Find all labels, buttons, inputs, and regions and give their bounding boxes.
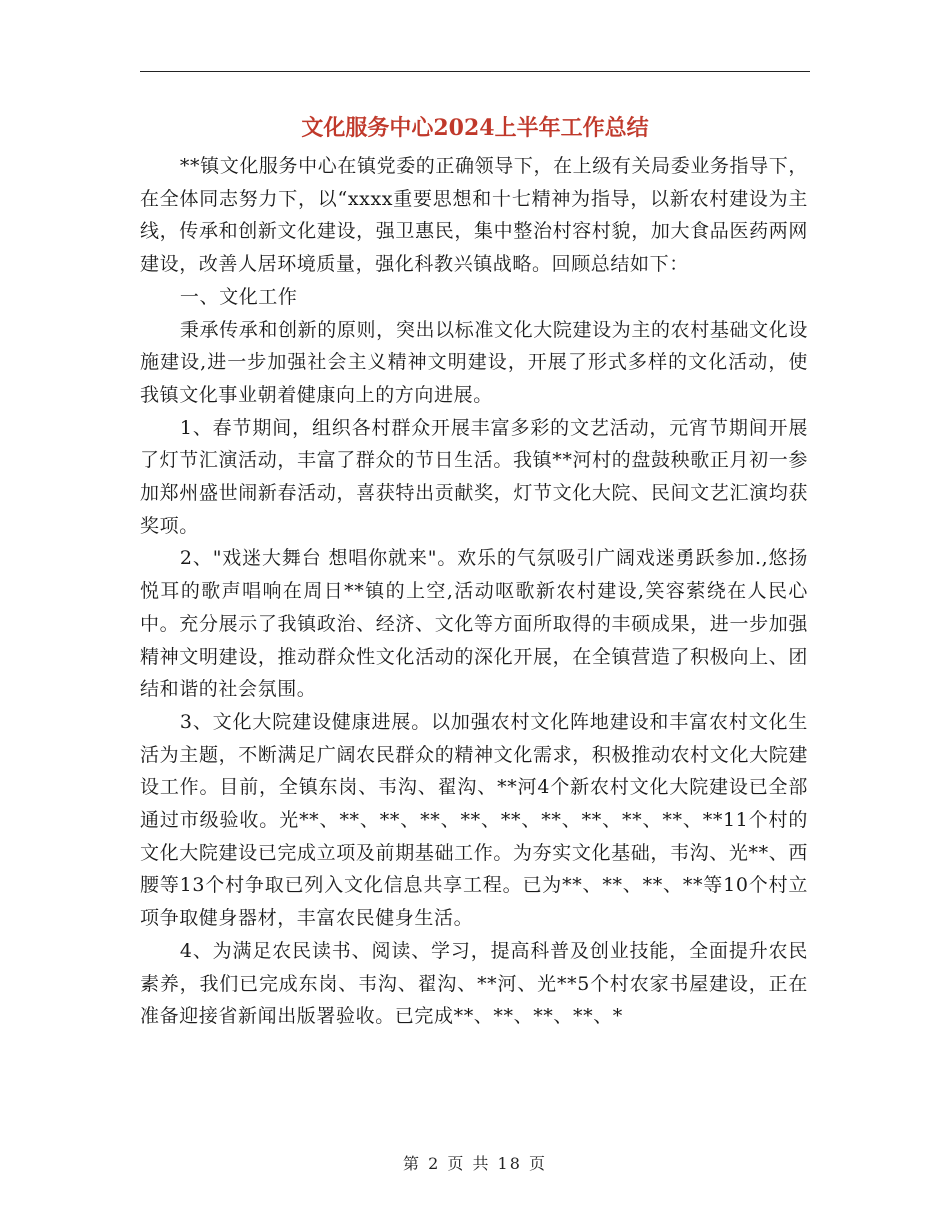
paragraph-item-3: 3、文化大院建设健康进展。以加强农村文化阵地建设和丰富农村文化生活为主题，不断满足广阔农民群众的精神文化需求，积极推动农村文化大院建设工作。目前，全镇东岗、韦沟、翟沟、**河4个新农村文化大院建设已全部通过市级验收。光**、**、**、**、**、**、**、**、**、**、**11个村的文化大院建设已完成立项及前期基础工作。为夯实文化基础，韦沟、光**、西腰等13个村争取已列入文化信息共享工程。已为**、**、**、**等10个村立项争取健身器材，丰富农民健身生活。 — [140, 710, 808, 930]
paragraph-item-2: 2、"戏迷大舞台 想唱你就来"。欢乐的气氛吸引广阔戏迷勇跃参加.,悠扬悦耳的歌声唱响在周日**镇的上空,活动呕歌新农村建设,笑容萦绕在人民心中。充分展示了我镇政治、经济、文化等方面所取得的丰硕成果，进一步加强精神文明建设，推动群众性文化活动的深化开展，在全镇营造了积极向上、团结和谐的社会氛围。 — [140, 547, 808, 701]
paragraph-item-4: 4、为满足农民读书、阅读、学习，提高科普及创业技能，全面提升农民素养，我们已完成东岗、韦沟、翟沟、**河、光**5个村农家书屋建设，正在准备迎接省新闻出版署验收。已完成**、**、**、**、* — [140, 939, 808, 1028]
document-body — [140, 150, 808, 1033]
paragraph-intro: **镇文化服务中心在镇党委的正确领导下，在上级有关局委业务指导下，在全体同志努力下，以“xxxx重要思想和十七精神为指导，以新农村建设为主线，传承和创新文化建设，强卫惠民，集中整治村容村貌，加大食品医药两网建设，改善人居环境质量，强化科教兴镇战略。回顾总结如下： — [140, 155, 808, 276]
paragraph-item-1: 1、春节期间，组织各村群众开展丰富多彩的文艺活动，元宵节期间开展了灯节汇演活动，丰富了群众的节日生活。我镇**河村的盘鼓秧歌正月初一参加郑州盛世闹新春活动，喜获特出贡献奖，灯节文化大院、民间文艺汇演均获奖项。 — [140, 416, 808, 537]
header-rule — [140, 71, 810, 72]
paragraph-culture-overview: 秉承传承和创新的原则，突出以标准文化大院建设为主的农村基础文化设施建设,进一步加强社会主义精神文明建设，开展了形式多样的文化活动，使我镇文化事业朝着健康向上的方向进展。 — [140, 318, 808, 406]
section-heading-culture: 一、文化工作 — [179, 285, 298, 308]
document-title: 文化服务中心2024上半年工作总结 — [301, 115, 649, 141]
page-number: 第 2 页 共 18 页 — [403, 1154, 547, 1173]
